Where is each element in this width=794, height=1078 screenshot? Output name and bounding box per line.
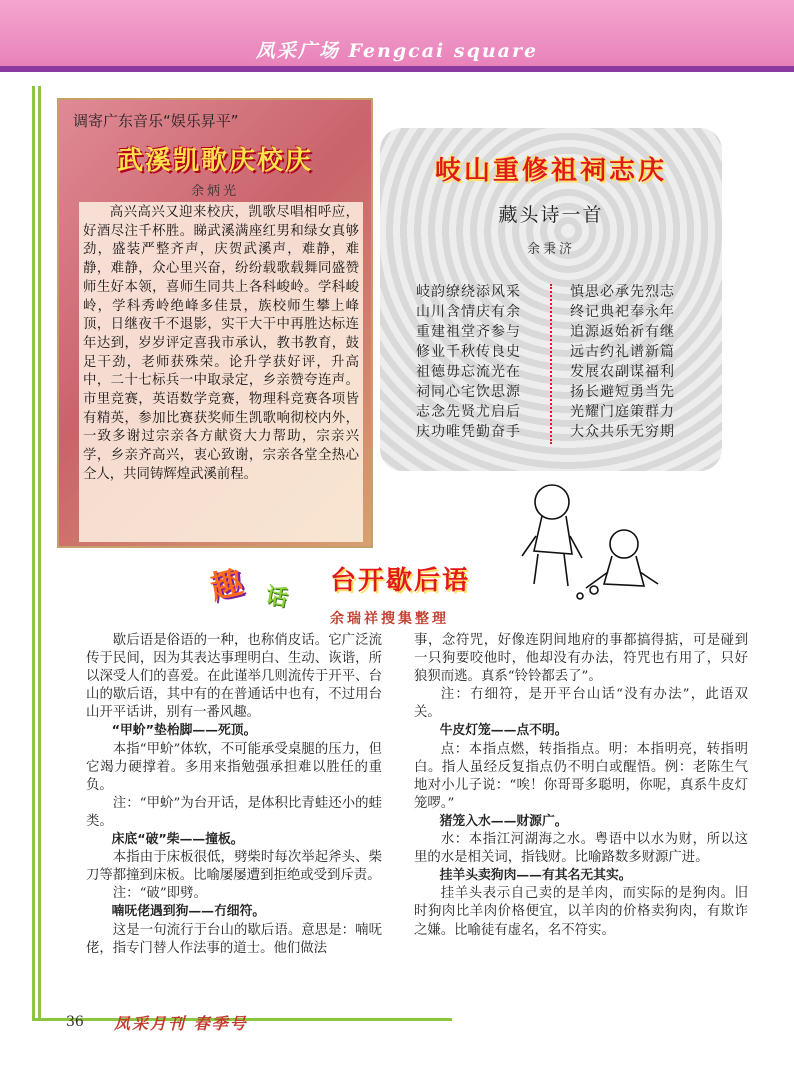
acrostic-poem-box — [380, 128, 722, 471]
poem-line: 光耀门庭策群力 — [570, 404, 675, 420]
paragraph: 点：本指点燃，转指指点。明：本指明亮，转指明白。指人虽经反复指点仍不明白或醒悟。例：老陈生气地对小儿子说：“唉！你哥哥多聪明，你呢，真系牛皮灯笼啰。” — [414, 741, 748, 811]
poem-line: 志念先贤尤启后 — [416, 404, 521, 420]
section-title: 凤采广场 Fengcai square — [255, 40, 539, 62]
paragraph: 歇后语是俗语的一种，也称俏皮话。它广泛流传于民间，因为其表达事理明白、生动、诙谐，所以深受人们的喜爱。在此谨举几则流传于开平、台山的歇后语，其中有的在普通话中也有，不过用台山开平话讲，别有一番风趣。 — [86, 633, 382, 721]
article-title: 武溪凯歌庆校庆 — [116, 146, 313, 176]
poem-line: 修业千秋传良史 — [416, 344, 521, 360]
magazine-name: 凤采月刊 春季号 — [114, 1014, 248, 1033]
poem-subtitle: 藏头诗一首 — [498, 204, 604, 226]
header-stripe — [0, 66, 794, 72]
paragraph: 注：“破”即劈。 — [112, 886, 207, 902]
fun-title-main: 台开歇后语 — [330, 566, 471, 596]
left-border-line — [32, 86, 35, 1021]
left-border-line-inner — [38, 86, 41, 1021]
poem-line: 发展农副谋福利 — [570, 364, 675, 380]
paragraph: 本指由于床板很低，劈柴时每次举起斧头、柴刀等都撞到床板。比喻屡屡遭到拒绝或受到斥责。 — [86, 850, 382, 884]
poem-line: 祖德毋忘流光在 — [416, 364, 521, 380]
poem-title: 岐山重修祖祠志庆 — [434, 156, 667, 186]
poem-line: 追源返始祈有继 — [570, 324, 675, 340]
poem-author: 余秉济 — [526, 242, 575, 257]
article-author: 余炳光 — [190, 184, 239, 199]
saying-heading: 猪笼入水——财源广。 — [439, 813, 568, 829]
poem-line: 山川含情庆有余 — [416, 304, 521, 320]
fun-title-hua: 话 — [263, 583, 290, 612]
saying-heading: 牛皮灯笼——点不明。 — [439, 723, 568, 739]
poem-article-box — [57, 98, 373, 548]
poem-line: 扬长避短勇当先 — [570, 384, 675, 400]
saying-heading: 喃呒佬遇到狗——冇细符。 — [111, 904, 266, 920]
page-number: 36 — [66, 1014, 84, 1030]
body-column-right — [414, 632, 748, 940]
paragraph: 注：“甲蚧”为台开话，是体积比青蛙还小的蛙类。 — [86, 795, 382, 829]
poem-line: 终记典祀奉永年 — [570, 304, 675, 320]
paragraph: 事，念符咒，好像连阴间地府的事都搞得掂，可是碰到一只狗要咬他时，他却没有办法，符咒也冇用了，只好狼狈而逃。真系“铃铃都丢了”。 — [414, 633, 748, 685]
paragraph: 这是一句流行于台山的歇后语。意思是：喃呒佬，指专门替人作法事的道士。他们做法 — [86, 922, 382, 956]
poem-right-column — [570, 282, 675, 442]
poem-line: 重建祖堂齐参与 — [416, 324, 521, 340]
paragraph: 本指“甲蚧”体软，不可能承受桌腿的压力，但它竭力硬撑着。多用来指勉强承担难以胜任的重负。 — [86, 741, 382, 793]
paragraph: 注：冇细符，是开平台山话“没有办法”，此语双关。 — [414, 687, 748, 721]
body-column-left — [86, 632, 382, 958]
fun-title-qu: 趣 — [206, 562, 247, 608]
saying-heading: 挂羊头卖狗肉——有其名无其实。 — [439, 868, 632, 884]
saying-heading: “甲蚧”垫枱脚——死顶。 — [111, 723, 257, 739]
paragraph: 水：本指江河湖海之水。粤语中以水为财，所以这里的水是相关词，指钱财。比喻路数多财源广进。 — [414, 832, 748, 866]
children-playing-illustration — [512, 476, 662, 606]
poem-divider — [550, 284, 552, 444]
poem-line: 大众共乐无穷期 — [570, 424, 675, 440]
poem-line: 祠同心宅饮思源 — [416, 384, 521, 400]
paragraph: 挂羊头表示自己卖的是羊肉，而实际的是狗肉。旧时狗肉比羊肉价格便宜，以羊肉的价格卖狗肉，有欺诈之嫌。比喻徒有虚名，名不符实。 — [414, 886, 748, 938]
poem-line: 岐韵缭绕添风采 — [416, 284, 521, 300]
poem-line: 慎思必承先烈志 — [570, 284, 675, 300]
fun-section-author: 余瑞祥搜集整理 — [330, 611, 449, 627]
article-subtitle: 调寄广东音乐“娱乐昇平” — [73, 112, 239, 130]
poem-line: 远古约礼谱新篇 — [570, 344, 675, 360]
poem-line: 庆功唯凭勤奋手 — [416, 424, 521, 440]
poem-left-column — [416, 282, 521, 442]
article-body: 高兴高兴又迎来校庆，凯歌尽唱相呼应，好酒尽注千杯胜。睇武溪满座红男和绿女真够劲，盛装严整齐声，庆贺武溪声，难静，难静，难静，众心里兴奋，纷纷载歌载舞同盛赞师生好本领，喜师生同共上各科峻岭。学科峻岭，学科秀岭绝峰多佳景，族校师生攀上峰顶，日继夜千不退影，实干大干中再胜达标连年达到，岁岁评定喜我市承认，教书教育，鼓足干劲，老师获殊荣。论升学获好评，升高中，二十七标兵一中取录定，乡亲赞夸连声。市里竞赛，英语数学竞赛，物理科竞赛各项皆有精英，参加比赛获奖师生凯歌响彻校内外，一致多谢过宗亲各方献资大力帮助，宗亲兴学，乡亲齐高兴，衷心致谢，宗亲各堂全热心仝人，共同铸辉煌武溪前程。 — [79, 202, 363, 542]
saying-heading: 床底“破”柴——撞板。 — [111, 832, 244, 848]
